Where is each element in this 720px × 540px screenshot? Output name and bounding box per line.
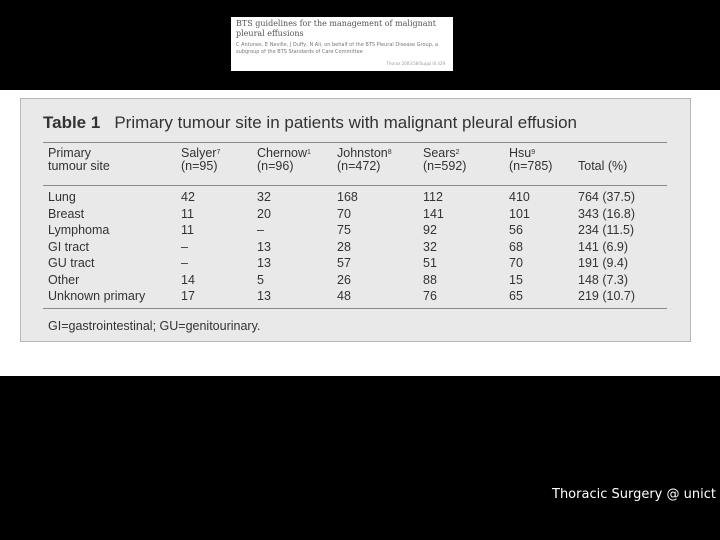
row-label: Other <box>48 272 80 287</box>
table-cell: 219 (10.7) <box>578 289 635 303</box>
column-header <box>48 147 110 173</box>
column-header <box>337 147 392 173</box>
column-header-reference: 9 <box>531 149 536 156</box>
table-cell: 11 <box>181 223 194 237</box>
table-footnote: GI=gastrointestinal; GU=genitourinary. <box>48 319 261 333</box>
table-cell: 148 (7.3) <box>578 272 629 287</box>
table-cell: 65 <box>509 289 523 303</box>
table-cell: 68 <box>509 239 523 254</box>
column-header-title: Total (%) <box>578 159 628 173</box>
header-bottom-rule <box>43 185 667 186</box>
table-cell: 168 <box>337 190 358 204</box>
row-label: Breast <box>48 206 85 221</box>
column-header-title: Sears <box>423 146 456 160</box>
table-cell: 42 <box>181 190 195 204</box>
table-caption <box>43 113 577 133</box>
table-cell: 92 <box>423 223 437 237</box>
paper-reference: Thorax 2003;58(Suppl II):ii29 <box>386 61 445 66</box>
column-header <box>257 147 311 173</box>
table-cell: 57 <box>337 256 351 270</box>
column-header-subtitle: (n=592) <box>423 159 467 173</box>
table-cell: 48 <box>337 289 351 303</box>
table-cell: 26 <box>337 272 351 287</box>
column-header-subtitle: tumour site <box>48 159 110 173</box>
slide-credit: Thoracic Surgery @ unict <box>552 487 716 502</box>
table-cell: 13 <box>257 239 271 254</box>
table-cell: 13 <box>257 256 271 270</box>
column-header-reference: 1 <box>307 149 311 156</box>
column-header-reference: 8 <box>387 149 392 156</box>
table-cell: 112 <box>423 190 443 204</box>
column-header <box>181 147 220 173</box>
table-cell: 11 <box>181 206 194 221</box>
table-cell: – <box>257 223 264 237</box>
table-cell: 70 <box>509 256 523 270</box>
header-top-rule <box>43 142 667 143</box>
column-header-title: Primary <box>48 146 92 160</box>
table-cell: 70 <box>337 206 351 221</box>
table-cell: 141 (6.9) <box>578 239 629 254</box>
table-cell: 32 <box>423 239 437 254</box>
table-cell: – <box>181 239 188 254</box>
table-cell: 56 <box>509 223 523 237</box>
table-cell: 20 <box>257 206 271 221</box>
column-header-reference: 7 <box>216 149 221 156</box>
table-cell: 75 <box>337 223 351 237</box>
column-header <box>509 147 552 173</box>
column-header <box>578 160 627 173</box>
table-cell: 13 <box>257 289 271 303</box>
row-label: Lung <box>48 190 76 204</box>
row-label: Lymphoma <box>48 223 110 237</box>
table-cell: 17 <box>181 289 195 303</box>
table-cell: 101 <box>509 206 530 221</box>
column-header-subtitle: (n=472) <box>337 159 381 173</box>
table-cell: 191 (9.4) <box>578 256 629 270</box>
column-header-reference: 2 <box>455 149 460 156</box>
table-cell: 32 <box>257 190 271 204</box>
table-cell: 14 <box>181 272 195 287</box>
column-header-title: Hsu <box>509 146 532 160</box>
table-cell: 76 <box>423 289 437 303</box>
table-title: Primary tumour site in patients with malignant pleural effusion <box>114 113 578 132</box>
paper-title: BTS guidelines for the management of malignant pleural effusions <box>236 19 436 38</box>
column-header-title: Chernow <box>257 146 308 160</box>
table-cell: 343 (16.8) <box>578 206 635 221</box>
table-cell: 15 <box>509 272 523 287</box>
table-cell: 51 <box>423 256 437 270</box>
table-panel <box>20 98 691 342</box>
table-cell: 5 <box>257 272 264 287</box>
column-header-subtitle: (n=96) <box>257 159 294 173</box>
table-cell: – <box>181 256 188 270</box>
row-label: GI tract <box>48 239 89 254</box>
row-label: Unknown primary <box>48 289 146 303</box>
table-cell: 764 (37.5) <box>578 190 635 204</box>
table-cell: 410 <box>509 190 530 204</box>
row-label: GU tract <box>48 256 95 270</box>
table-bottom-rule <box>43 308 667 309</box>
column-header-subtitle: (n=785) <box>509 159 553 173</box>
table-cell: 141 <box>423 206 444 221</box>
table-cell: 234 (11.5) <box>578 223 635 237</box>
paper-authors: C Antunes, E Neville, J Duffy, N Ali, on behalf of the BTS Pleural Disease Group, a subgroup of the BTS Standards of Care Committee <box>236 42 439 55</box>
column-header-title: Johnston <box>337 146 388 160</box>
table-cell: 88 <box>423 272 437 287</box>
column-header-subtitle: (n=95) <box>181 159 218 173</box>
column-header <box>423 147 466 173</box>
column-header-title: Salyer <box>181 146 217 160</box>
paper-header-thumbnail <box>231 17 453 71</box>
table-cell: 28 <box>337 239 351 254</box>
table-label: Table 1 <box>43 113 101 132</box>
